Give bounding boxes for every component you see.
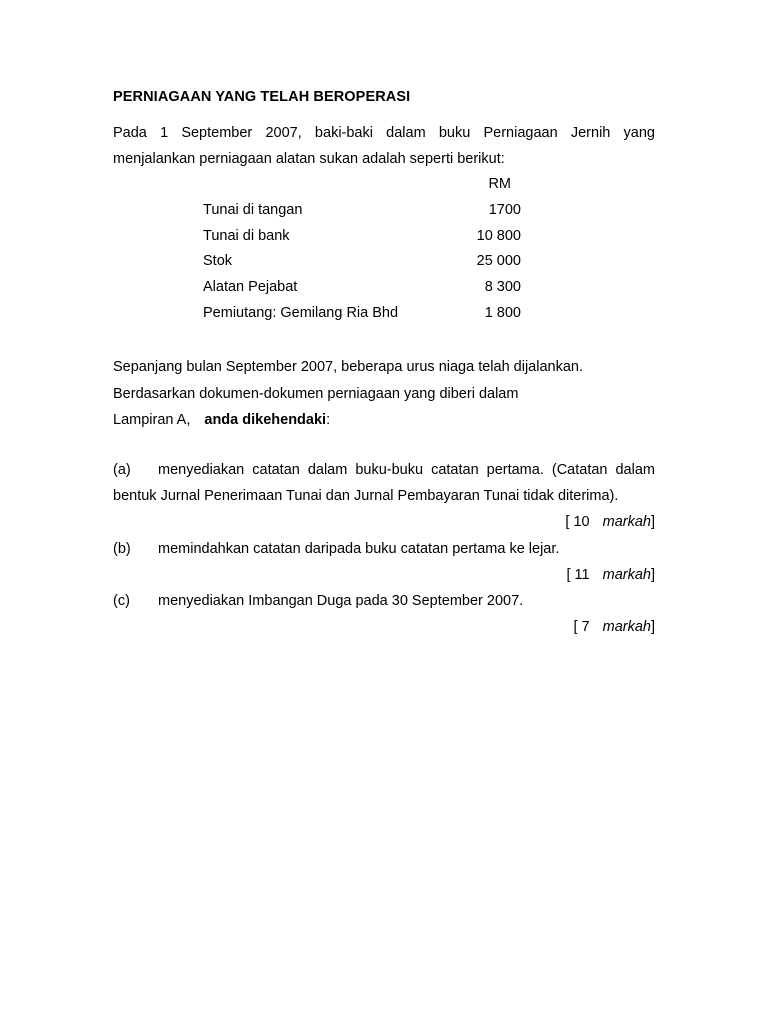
question-b [113,536,655,588]
balance-label: Stok [203,253,233,270]
question-a [113,457,655,535]
instructions-paragraph [113,354,655,434]
marks-word: markah [602,514,651,530]
marks-number: [ 7 [573,619,590,635]
document-title: PERNIAGAAN YANG TELAH BEROPERASI [113,89,411,105]
instructions-line-1: Sepanjang bulan September 2007, beberapa urus niaga telah dijalankan. [113,359,583,375]
marks-bracket: ] [650,567,655,583]
intro-line-1: Pada 1 September 2007, baki-baki dalam buku Perniagaan Jernih yang [113,125,655,141]
balance-row [113,249,655,275]
balance-label: Tunai di bank [203,227,290,244]
balance-value: 25 000 [476,253,521,270]
marks-bracket: ] [650,619,655,635]
marks-number: [ 10 [565,514,590,530]
marks-allocation [113,614,655,640]
marks-number: [ 11 [566,567,590,583]
instructions-line-3 [113,407,655,434]
question-c [113,588,655,640]
question-text-line-1: menyediakan catatan dalam buku-buku catatan pertama. (Catatan dalam [158,462,655,478]
balance-label: Alatan Pejabat [203,279,298,296]
balance-row [113,198,655,224]
marks-allocation [113,509,655,535]
instructions-line-2: Berdasarkan dokumen-dokumen perniagaan yang diberi dalam [113,385,519,402]
appendix-reference: Lampiran A, [113,412,191,428]
question-letter: (b) [113,541,131,557]
balance-value: 10 800 [476,227,521,244]
balance-label: Pemiutang: Gemilang Ria Bhd [203,304,399,321]
question-text-line-1: menyediakan Imbangan Duga pada 30 September 2007. [158,593,524,609]
requirement-colon: : [326,412,331,428]
question-text-line-2: bentuk Jurnal Penerimaan Tunai dan Jurnal Pembayaran Tunai tidak diterima). [113,488,619,504]
balance-row [113,301,655,327]
opening-balances-table [113,172,655,327]
question-text-line-1: memindahkan catatan daripada buku catatan pertama ke lejar. [158,541,560,557]
marks-bracket: ] [650,514,655,530]
currency-header-row [113,172,655,198]
currency-header: RM [488,176,511,192]
document-page [113,0,655,1024]
intro-line-2: menjalankan perniagaan alatan sukan adalah seperti berikut: [113,151,505,167]
balance-label: Tunai di tangan [203,201,303,218]
intro-paragraph [113,120,655,172]
marks-word: markah [602,619,651,635]
marks-allocation [113,562,655,588]
requirement-heading: anda dikehendaki [204,412,327,428]
balance-value: 1700 [488,201,521,218]
question-letter: (c) [113,593,130,609]
question-letter: (a) [113,462,131,478]
marks-word: markah [602,567,651,583]
balance-row [113,275,655,301]
balance-row [113,224,655,250]
balance-value: 8 300 [484,279,521,296]
balance-value: 1 800 [484,304,521,321]
